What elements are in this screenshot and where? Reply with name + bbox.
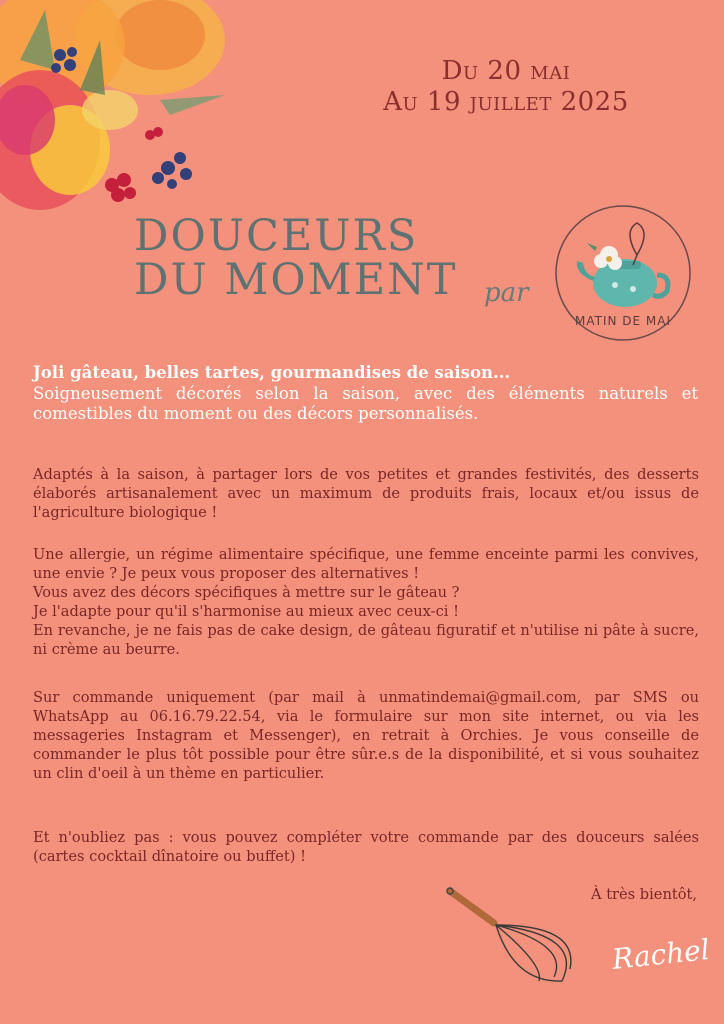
intro-heading: Joli gâteau, belles tartes, gourmandises de saison... — [33, 363, 511, 382]
paragraph-savory: Et n'oubliez pas : vous pouvez compléter votre commande par des douceurs salées (cartes cocktail dînatoire ou buffet) ! — [33, 829, 699, 865]
whisk-icon — [444, 885, 594, 995]
signature: Rachel — [610, 932, 712, 977]
closing-text: À très bientôt, — [591, 886, 697, 903]
matin-de-mai-logo — [553, 203, 693, 343]
teapot-icon — [577, 259, 668, 307]
paragraph-allergies-line: Vous avez des décors spécifiques à mettre sur le gâteau ? — [33, 584, 460, 601]
date-line-end: Au 19 juillet 2025 — [383, 87, 629, 117]
title-line-1: DOUCEURS — [134, 211, 419, 261]
title-line-2: DU MOMENT — [134, 255, 458, 305]
whisk-icon — [630, 223, 644, 265]
page-title — [134, 211, 458, 305]
paragraph-allergies-line: En revanche, je ne fais pas de cake design, de gâteau figuratif et n'utilise ni pâte à sucre, ni crème au beurre. — [33, 622, 699, 658]
paragraph-allergies-line: Une allergie, un régime alimentaire spécifique, une femme enceinte parmi les convives, une envie ? Je peux vous proposer des alternatives ! — [33, 546, 699, 582]
paragraph-orders: Sur commande uniquement (par mail à unmatindemai@gmail.com, par SMS ou WhatsApp au 06.16.79.22.54, via le formulaire sur mon site internet, ou via les messageries Instagram et Messenger), en retrait à Orchies. Je vous conseille de commander le plus tôt possible pour être sûr.e.s de la disponibilité, et si vous souhaitez un clin d'oeil à un thème en particulier. — [33, 689, 699, 782]
watercolor-flowers-decoration — [0, 0, 230, 240]
title-par: par — [484, 278, 529, 308]
intro-text: Soigneusement décorés selon la saison, avec des éléments naturels et comestibles du moment ou des décors personnalisés. — [33, 384, 698, 423]
date-range — [346, 56, 666, 118]
flower-icon — [587, 243, 622, 270]
date-line-start: Du 20 mai — [441, 56, 571, 86]
paragraph-allergies-line: Je l'adapte pour qu'il s'harmonise au mieux avec ceux-ci ! — [33, 603, 459, 620]
svg-text:MATIN DE MAI: MATIN DE MAI — [574, 314, 672, 328]
paragraph-allergies — [33, 545, 699, 659]
paragraph-seasonal: Adaptés à la saison, à partager lors de vos petites et grandes festivités, des desserts élaborés artisanalement avec un maximum de produits frais, locaux et/ou issus de l'agriculture biologique ! — [33, 466, 699, 521]
